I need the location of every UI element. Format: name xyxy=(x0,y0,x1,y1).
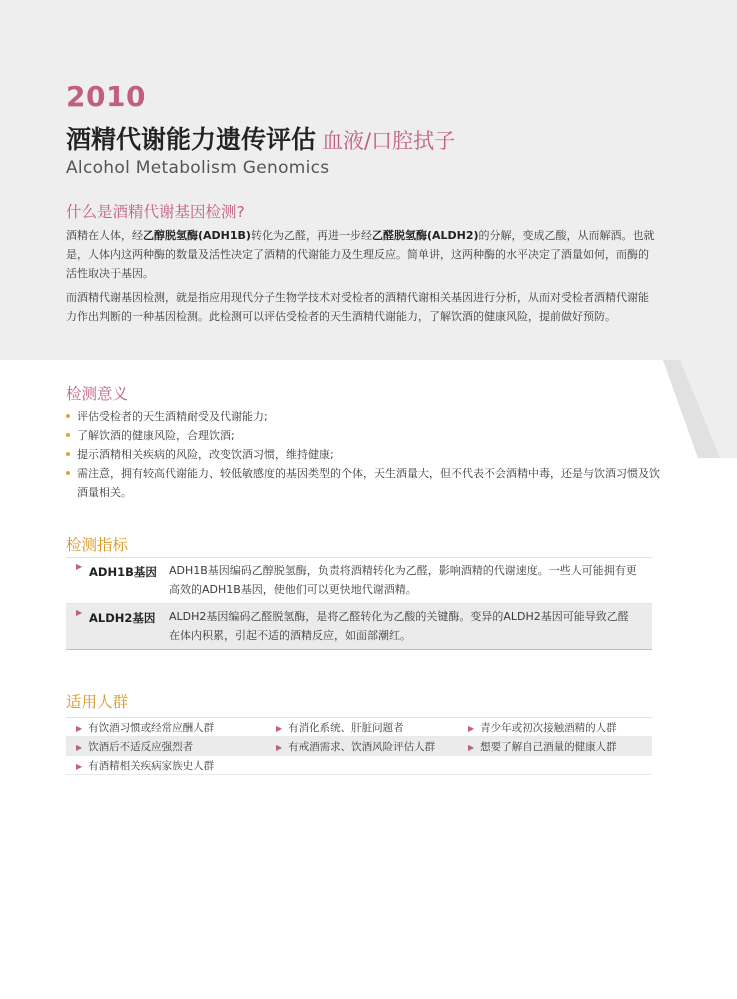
intro-paragraph-2: 而酒精代谢基因检测，就是指应用现代分子生物学技术对受检者的酒精代谢相关基因进行分析，从而对受检者酒精代谢能力作出判断的一种基因检测。此检测可以评估受检者的天生酒精代谢能力，了解饮酒的健康风险，提前做好预防。 xyxy=(66,291,649,323)
list-item: 评估受检者的天生酒精耐受及代谢能力; xyxy=(66,407,666,426)
intro-heading: 什么是酒精代谢基因检测? xyxy=(66,203,245,221)
population-table xyxy=(66,717,652,775)
intro-paragraph-1 xyxy=(66,226,656,283)
population-heading: 适用人群 xyxy=(66,693,129,711)
triangle-icon: ▶ xyxy=(468,724,475,733)
population-item: ▶ 有戒酒需求、饮酒风险评估人群 xyxy=(276,741,436,753)
page-title xyxy=(66,120,455,156)
table-row xyxy=(66,737,652,756)
triangle-icon: ▶ xyxy=(76,743,83,752)
gene-description: ADH1B基因编码乙醇脱氢酶，负责将酒精转化为乙醛，影响酒精的代谢速度。一些人可能拥有更高效的ADH1B基因，使他们可以更快地代谢酒精。 xyxy=(169,564,637,596)
table-row xyxy=(66,603,652,650)
adh-term: 乙醇脱氢酶(ADH1B) xyxy=(143,229,251,242)
population-item: ▶ 饮酒后不适反应强烈者 xyxy=(76,741,194,753)
table-row xyxy=(66,718,652,737)
indicators-heading: 检测指标 xyxy=(66,536,129,554)
product-code: 2010 xyxy=(66,80,146,113)
p1-text-c: 转化为乙醛，再进一步经 xyxy=(250,229,372,242)
population-item: ▶ 有酒精相关疾病家族史人群 xyxy=(76,760,215,772)
significance-list xyxy=(66,407,666,502)
table-row xyxy=(66,557,652,603)
list-item: 了解饮酒的健康风险，合理饮酒; xyxy=(66,426,666,445)
p1-text-e: 的分解，变成乙酸，从而解酒。也就是，人体内这两种酶的数量及活性决定了酒精的代谢能力及生理反应。简单讲，这两种酶的水平决定了酒量如何，而酶的活性取决于基因。 xyxy=(66,229,655,280)
sample-type: 血液/口腔拭子 xyxy=(322,129,456,153)
indicators-table xyxy=(66,557,652,650)
aldh-term: 乙醛脱氢酶(ALDH2) xyxy=(371,229,479,242)
population-item: ▶ 有消化系统、肝脏问题者 xyxy=(276,722,404,734)
population-item: ▶ 想要了解自己酒量的健康人群 xyxy=(468,741,617,753)
p1-text-a: 酒精在人体，经 xyxy=(66,229,143,242)
gene-name: ALDH2基因 xyxy=(89,611,156,625)
triangle-icon: ▶ xyxy=(468,743,475,752)
gene-description: ALDH2基因编码乙醛脱氢酶，是将乙醛转化为乙酸的关键酶。变异的ALDH2基因可能导致乙醛在体内积累，引起不适的酒精反应，如面部潮红。 xyxy=(169,610,629,642)
triangle-icon: ▶ xyxy=(276,724,283,733)
list-item: 提示酒精相关疾病的风险，改变饮酒习惯，维持健康; xyxy=(66,445,666,464)
population-item: ▶ 青少年或初次接触酒精的人群 xyxy=(468,722,617,734)
triangle-icon: ▶ xyxy=(76,608,83,617)
table-row xyxy=(66,756,652,775)
gene-name: ADH1B基因 xyxy=(89,565,157,579)
triangle-icon: ▶ xyxy=(76,724,83,733)
triangle-icon: ▶ xyxy=(276,743,283,752)
list-item: 需注意，拥有较高代谢能力、较低敏感度的基因类型的个体，天生酒量大，但不代表不会酒精中毒，还是与饮酒习惯及饮酒量相关。 xyxy=(66,464,666,502)
page-title-english: Alcohol Metabolism Genomics xyxy=(66,158,330,178)
population-item: ▶ 有饮酒习惯或经常应酬人群 xyxy=(76,722,215,734)
triangle-icon: ▶ xyxy=(76,562,83,571)
title-main: 酒精代谢能力遗传评估 xyxy=(66,125,317,154)
significance-heading: 检测意义 xyxy=(66,385,129,403)
triangle-icon: ▶ xyxy=(76,762,83,771)
